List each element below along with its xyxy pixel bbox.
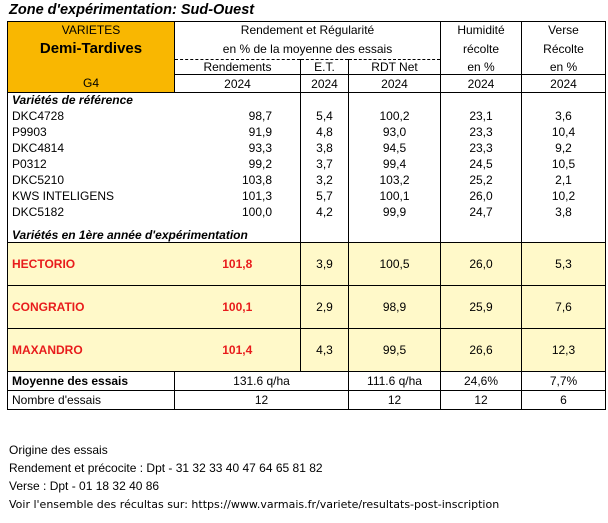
header-rendements: Rendements [175, 60, 301, 75]
moyenne-row: Moyenne des essais 131.6 q/ha 111.6 q/ha 24,6% 7,7% [8, 372, 606, 391]
header-et: E.T. [301, 60, 349, 75]
results-table [7, 21, 606, 410]
header-verse: Verse [522, 22, 606, 39]
footer-link[interactable]: Voir l'ensemble des récultas sur: https://www.varmais.fr/variete/resultats-post-inscription [9, 498, 500, 511]
header-rend-reg: Rendement et Régularité [175, 22, 441, 39]
section-reference: Variétés de référence [8, 93, 175, 108]
year-rdt: 2024 [349, 75, 441, 93]
table-row: MAXANDRO 101,4 4,3 99,5 26,6 12,3 [8, 329, 606, 372]
year-hum: 2024 [441, 75, 522, 93]
table-row: CONGRATIO 100,1 2,9 98,9 25,9 7,6 [8, 286, 606, 329]
header-pct-moyenne: en % de la moyenne des essais [175, 39, 441, 60]
header-recolte-verse: Récolte [522, 39, 606, 60]
section-new: Variétés en 1ère année d'expérimentation [8, 220, 301, 243]
header-rdt-net: RDT Net [349, 60, 441, 75]
table-row: P9903 91,9 4,8 93,0 23,3 10,4 [8, 124, 606, 140]
table-row: KWS INTELIGENS 101,3 5,7 100,1 26,0 10,2 [8, 188, 606, 204]
footer-origine: Origine des essais [9, 443, 108, 457]
table-row: DKC5210 103,8 3,2 103,2 25,2 2,1 [8, 172, 606, 188]
header-recolte: récolte [441, 39, 522, 60]
header-code: G4 [8, 75, 175, 93]
header-en-pct-verse: en % [522, 60, 606, 75]
year-verse: 2024 [522, 75, 606, 93]
header-group: Demi-Tardives [8, 39, 175, 60]
table-row: P0312 99,2 3,7 99,4 24,5 10,5 [8, 156, 606, 172]
table-row: DKC4728 98,7 5,4 100,2 23,1 3,6 [8, 108, 606, 124]
page-title: Zone d'expérimentation: Sud-Ouest [9, 2, 255, 18]
nombre-row: Nombre d'essais 12 12 12 6 [8, 391, 606, 410]
table-row: DKC4814 93,3 3,8 94,5 23,3 9,2 [8, 140, 606, 156]
footer-rendement: Rendement et précocite : Dpt - 31 32 33 40 47 64 65 81 82 [9, 461, 323, 475]
table-row: HECTORIO 101,8 3,9 100,5 26,0 5,3 [8, 243, 606, 286]
table-row: DKC5182 100,0 4,2 99,9 24,7 3,8 [8, 204, 606, 220]
footer-verse: Verse : Dpt - 01 18 32 40 86 [9, 479, 160, 493]
header-en-pct: en % [441, 60, 522, 75]
year-rend: 2024 [175, 75, 301, 93]
year-et: 2024 [301, 75, 349, 93]
header-humidite: Humidité [441, 22, 522, 39]
header-varietes: VARIETES [8, 22, 175, 39]
